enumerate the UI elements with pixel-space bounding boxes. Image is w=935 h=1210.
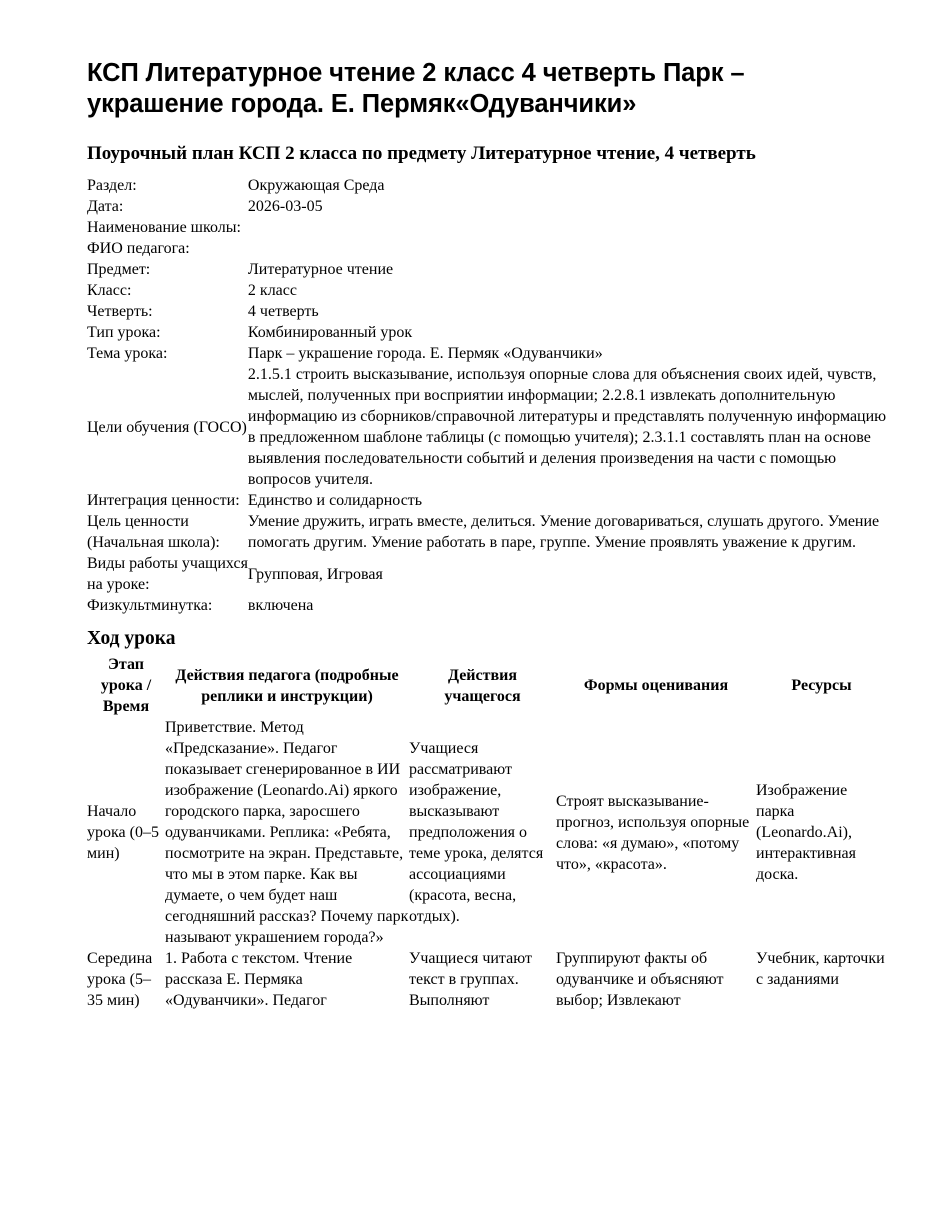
table-cell: Учебник, карточки с заданиями: [756, 950, 885, 988]
meta-value: Групповая, Игровая: [247, 565, 383, 583]
meta-value: Единство и солидарность: [247, 492, 423, 509]
table-row: [87, 948, 887, 1011]
table-cell: Середина урока (5–35 мин): [87, 950, 153, 1009]
table-cell: Учащиеся читают текст в группах. Выполняют: [409, 950, 532, 1009]
meta-key: ФИО педагога:: [87, 240, 190, 257]
meta-row: [87, 280, 887, 301]
meta-value: [248, 238, 887, 259]
meta-key: Предмет:: [87, 261, 151, 278]
meta-key: Тип урока:: [87, 324, 161, 341]
table-cell: Начало урока (0–5 мин): [87, 803, 159, 862]
meta-row: [87, 301, 887, 322]
meta-value: Комбинированный урок: [247, 324, 413, 341]
meta-key: Физкультминутка:: [87, 597, 213, 614]
meta-value: Парк – украшение города. Е. Пермяк «Одуванчики»: [247, 345, 603, 362]
table-cell: Приветствие. Метод «Предсказание». Педагог показывает сгенерированное в ИИ изображение (Leonardo.Ai) яркого городского парка, заросшего одуванчиками. Реплика: «Ребята, посмотрите на экран. Представьте, что мы в этом парке. Как вы думаете, о чем будет наш сегодняшний рассказ? Почему парк называют украшением города?»: [165, 719, 409, 946]
meta-value: Окружающая Среда: [247, 177, 385, 194]
meta-row: [87, 343, 887, 364]
meta-key: Четверть:: [87, 303, 153, 320]
meta-row: [87, 490, 887, 511]
meta-key: Класс:: [87, 282, 132, 299]
document-page: [87, 58, 887, 1011]
meta-key: Раздел:: [87, 177, 137, 194]
meta-table: [87, 175, 887, 616]
meta-row: [87, 511, 887, 553]
meta-row: [87, 175, 887, 196]
meta-row: [87, 595, 887, 616]
meta-value: 2026-03-05: [247, 198, 323, 215]
meta-value: [248, 217, 887, 238]
meta-value: включена: [247, 597, 314, 614]
table-cell: 1. Работа с текстом. Чтение рассказа Е. Пермяка «Одуванчики». Педагог: [165, 950, 353, 1009]
table-cell: Изображение парка (Leonardo.Ai), интерактивная доска.: [756, 782, 857, 883]
column-header: Действия учащегося: [444, 666, 521, 705]
table-cell: Группируют факты об одуванчике и объясняют выбор; Извлекают: [556, 950, 724, 1009]
meta-key: Тема урока:: [87, 345, 168, 362]
meta-key: Дата:: [87, 198, 124, 215]
meta-key: Цель ценности (Начальная школа):: [87, 513, 220, 551]
meta-key: Интеграция ценности:: [87, 492, 240, 509]
meta-row: [87, 322, 887, 343]
meta-row: [87, 259, 887, 280]
column-header: Действия педагога (подробные реплики и инструкции): [175, 666, 399, 705]
meta-key: Виды работы учащихся на уроке:: [87, 555, 248, 593]
document-title: КСП Литературное чтение 2 класс 4 четверть Парк – украшение города. Е. Пермяк«Одуванчики»: [87, 59, 745, 118]
table-cell: Строят высказывание-прогноз, используя опорные слова: «я думаю», «потому что», «красота».: [556, 792, 750, 873]
plan-subtitle: Поурочный план КСП 2 класса по предмету Литературное чтение, 4 четверть: [87, 143, 756, 164]
meta-value: 2.1.5.1 строить высказывание, используя опорные слова для объяснения своих идей, чувств, мыслей, полученных при восприятии информации; 2.2.8.1 извлекать дополнительную информацию из сборников/справочной литературы и представлять полученную информацию в предложенном шаблоне таблицы (с помощью учителя); 2.3.1.1 составлять план на основе выявления последовательности событий и деления произведения на части с помощью вопросов учителя.: [247, 366, 887, 488]
column-header: Формы оценивания: [583, 677, 729, 694]
meta-row: [87, 364, 887, 490]
column-header: Ресурсы: [791, 677, 852, 694]
meta-key: Наименование школы:: [87, 219, 241, 236]
table-row: [87, 717, 887, 948]
table-cell: Учащиеся рассматривают изображение, высказывают предположения о теме урока, делятся ассоциациями (красота, весна, отдых).: [409, 740, 544, 925]
section-title: Ход урока: [87, 628, 176, 649]
meta-row: [87, 553, 887, 595]
meta-value: Литературное чтение: [247, 261, 394, 278]
meta-row: [87, 217, 887, 238]
meta-row: [87, 238, 887, 259]
lesson-header-row: [87, 654, 887, 717]
column-header: Этап урока / Время: [100, 656, 152, 715]
meta-key: Цели обучения (ГОСО): [87, 418, 247, 436]
meta-value: 2 класс: [247, 282, 297, 299]
meta-row: [87, 196, 887, 217]
lesson-table: [87, 654, 887, 1011]
meta-value: Умение дружить, играть вместе, делиться. Умение договариваться, слушать другого. Умение помогать другим. Умение работать в паре, группе. Умение проявлять уважение к другим.: [247, 513, 880, 551]
meta-value: 4 четверть: [247, 303, 319, 320]
